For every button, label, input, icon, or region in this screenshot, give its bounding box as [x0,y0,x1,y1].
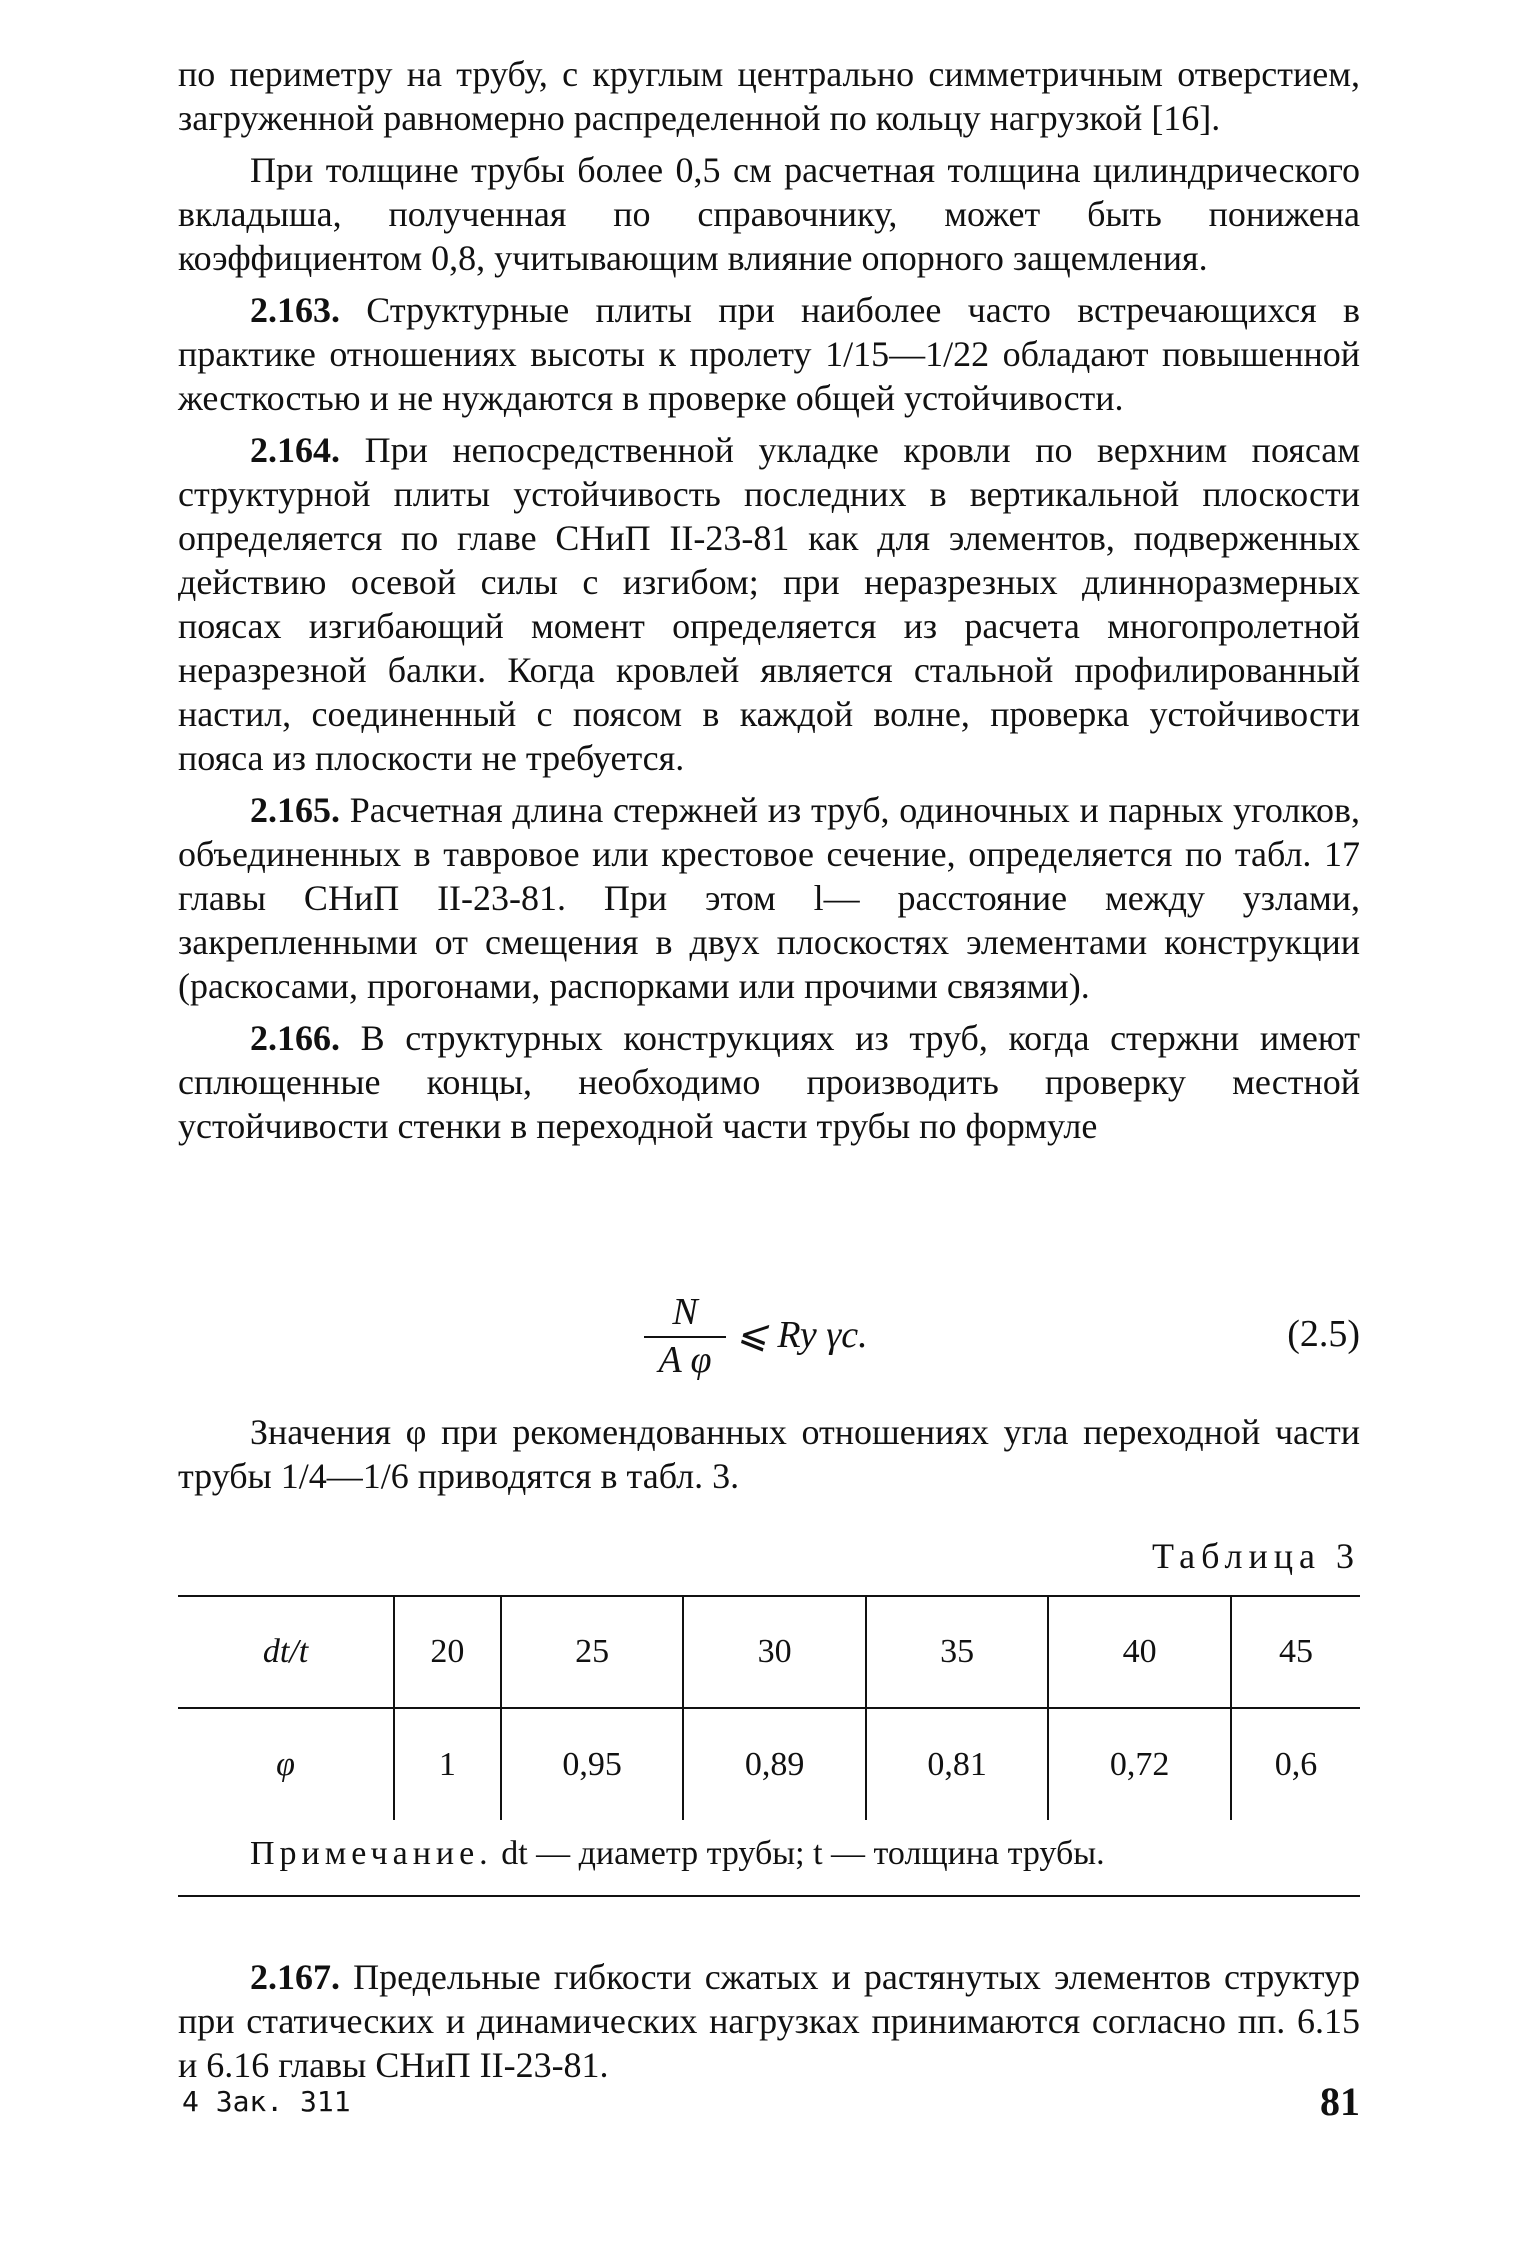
print-order-note: 4 Зак. 311 [182,2085,351,2118]
table-cell: 1 [394,1708,501,1820]
table-title: Таблица 3 [1152,1536,1360,1576]
table-cell: 0,89 [683,1708,866,1820]
paragraph-phi-values: Значения φ при рекомендованных отношениях угла переходной части трубы 1/4—1/6 приводятся в табл. 3. [178,1412,1360,1496]
table-cell: φ [276,1745,295,1783]
paragraph-2-163: 2.163. Структурные плиты при наиболее часто встречающихся в практике отношениях высоты к пролету 1/15—1/22 обладают повышенной жесткостью и не нуждаются в проверке общей устойчивости. [178,290,1360,418]
clause-number: 2.165. [250,790,340,830]
note-label: Примечание. [250,1835,493,1872]
page-number: 81 [1320,2079,1360,2124]
table-bottom-rule [178,1895,1360,1897]
formula-fraction [640,1290,730,1384]
phi-table [178,1595,1360,1820]
formula-2-5 [640,1290,1360,1390]
table-header-cell: 45 [1231,1596,1360,1708]
table-cell: 0,72 [1048,1708,1231,1820]
table-header-cell: 20 [394,1596,501,1708]
table-note [250,1835,1105,1873]
paragraph-2-167: 2.167. Предельные гибкости сжатых и растянутых элементов структур при статических и динамических нагрузках принимаются согласно пп. 6.15 и 6.16 главы СНиП II-23-81. [178,1957,1360,2085]
clause-number: 2.166. [250,1018,340,1058]
table-header-cell: 25 [501,1596,684,1708]
table-header-cell: dt/t [262,1633,309,1670]
formula-numerator: N [672,1291,698,1333]
table-cell: 0,6 [1231,1708,1360,1820]
clause-number: 2.163. [250,290,340,330]
note-text: dt — диаметр трубы; t — толщина трубы. [492,1835,1105,1872]
table-header-cell: 30 [683,1596,866,1708]
table-header-row [178,1596,1360,1708]
paragraph-thickness: При толщине трубы более 0,5 см расчетная толщина цилиндрического вкладыша, полученная по справочнику, может быть понижена коэффициентом 0,8, учитывающим влияние опорного защемления. [178,150,1360,278]
table-header-cell: 40 [1048,1596,1231,1708]
table-header-cell: 35 [866,1596,1049,1708]
paragraph-2-165: 2.165. Расчетная длина стержней из труб, одиночных и парных уголков, объединенных в тавровое или крестовое сечение, определяется по табл. 17 главы СНиП II-23-81. При этом l— расстояние между узлами, закрепленными от смещения в двух плоскостях элементами конструкции (раскосами, прогонами, распорками или прочими связями). [178,790,1360,1006]
clause-number: 2.164. [250,430,340,470]
clause-number: 2.167. [250,1957,340,1997]
formula-denominator: A φ [658,1339,712,1381]
body-text [178,52,1360,1156]
table-row [178,1708,1360,1820]
table-cell: 0,81 [866,1708,1049,1820]
paragraph-2-164: 2.164. При непосредственной укладке кровли по верхним поясам структурной плиты устойчивость последних в вертикальной плоскости определяется по главе СНиП II-23-81 как для элементов, подверженных действию осевой силы с изгибом; при неразрезных длинноразмерных поясах изгибающий момент определяется из расчета многопролетной неразрезной балки. Когда кровлей является стальной профилированный настил, соединенный с поясом в каждой волне, проверка устойчивости пояса из плоскости не требуется. [178,430,1360,778]
table-cell: 0,95 [501,1708,684,1820]
paragraph-2-166: 2.166. В структурных конструкциях из труб, когда стержни имеют сплющенные концы, необходимо производить проверку местной устойчивости стенки в переходной части трубы по формуле [178,1018,1360,1146]
formula-rhs: ⩽ Ry γc. [736,1314,868,1356]
formula-number: (2.5) [1287,1313,1360,1355]
paragraph-continuation: по периметру на трубу, с круглым центрально симметричным отверстием, загруженной равномерно распределенной по кольцу нагрузкой [16]. [178,54,1360,138]
